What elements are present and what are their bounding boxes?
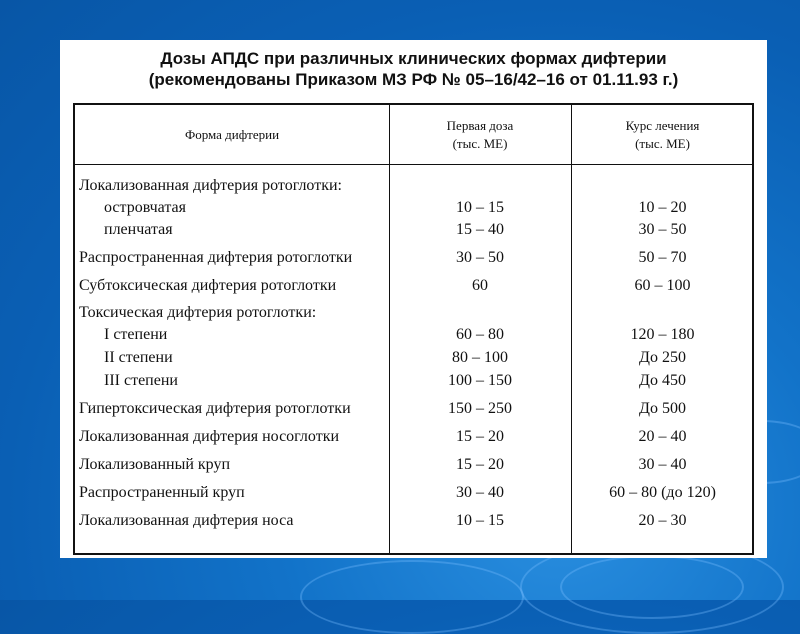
row-form: островчатая <box>104 199 187 216</box>
row-form: Субтоксическая дифтерия ротоглотки <box>79 277 337 294</box>
header-course-line-1: Курс лечения <box>625 118 700 133</box>
row-course: 10 – 20 <box>638 199 687 216</box>
slide-page <box>60 40 767 558</box>
row-form: Гипертоксическая дифтерия ротоглотки <box>79 400 351 417</box>
header-first-dose <box>389 117 571 153</box>
header-course <box>571 117 754 153</box>
row-first-dose: 150 – 250 <box>448 400 512 417</box>
row-form: Распространенная дифтерия ротоглотки <box>79 249 353 266</box>
row-course: До 500 <box>639 400 686 417</box>
row-course: До 450 <box>639 372 686 389</box>
row-form: Локализованная дифтерия носа <box>79 512 294 529</box>
row-course: 30 – 40 <box>638 456 687 473</box>
row-form: II степени <box>104 349 173 366</box>
slide-title <box>60 48 767 90</box>
row-form: Распространенный круп <box>79 484 245 501</box>
row-first-dose: 100 – 150 <box>448 372 512 389</box>
row-first-dose: 80 – 100 <box>452 349 508 366</box>
row-first-dose: 60 <box>472 277 488 294</box>
row-first-dose: 30 – 50 <box>456 249 504 266</box>
header-divider <box>75 164 752 165</box>
row-course: 60 – 100 <box>634 277 691 294</box>
row-form: Токсическая дифтерия ротоглотки: <box>79 304 317 321</box>
title-line-1: Дозы АПДС при различных клинических формах дифтерии <box>160 49 667 68</box>
title-line-2: (рекомендованы Приказом МЗ РФ № 05–16/42–16 от 01.11.93 г.) <box>148 70 679 89</box>
header-first-dose-line-1: Первая доза <box>446 118 514 133</box>
row-form: Локализованная дифтерия ротоглотки: <box>79 177 342 194</box>
row-first-dose: 10 – 15 <box>456 512 504 529</box>
row-course: 120 – 180 <box>630 326 695 343</box>
dose-table <box>73 103 754 555</box>
header-first-dose-line-2: (тыс. МЕ) <box>452 136 508 151</box>
row-first-dose: 10 – 15 <box>456 199 504 216</box>
row-form: Локализованный круп <box>79 456 231 473</box>
row-first-dose: 15 – 20 <box>456 456 504 473</box>
row-form: пленчатая <box>104 221 173 238</box>
row-first-dose: 15 – 20 <box>456 428 504 445</box>
row-course: 60 – 80 (до 120) <box>609 484 716 501</box>
row-first-dose: 30 – 40 <box>456 484 504 501</box>
row-course: 20 – 40 <box>638 428 687 445</box>
ripple-decoration <box>300 560 524 634</box>
ripple-decoration <box>560 555 744 619</box>
row-form: I степени <box>104 326 168 343</box>
row-first-dose: 60 – 80 <box>456 326 504 343</box>
row-first-dose: 15 – 40 <box>456 221 504 238</box>
row-form: III степени <box>104 372 178 389</box>
row-course: 20 – 30 <box>638 512 687 529</box>
row-course: 50 – 70 <box>638 249 687 266</box>
header-course-line-2: (тыс. МЕ) <box>635 136 690 151</box>
row-course: 30 – 50 <box>638 221 687 238</box>
row-form: Локализованная дифтерия носоглотки <box>79 428 340 445</box>
row-course: До 250 <box>639 349 686 366</box>
header-form: Форма дифтерии <box>184 127 280 142</box>
